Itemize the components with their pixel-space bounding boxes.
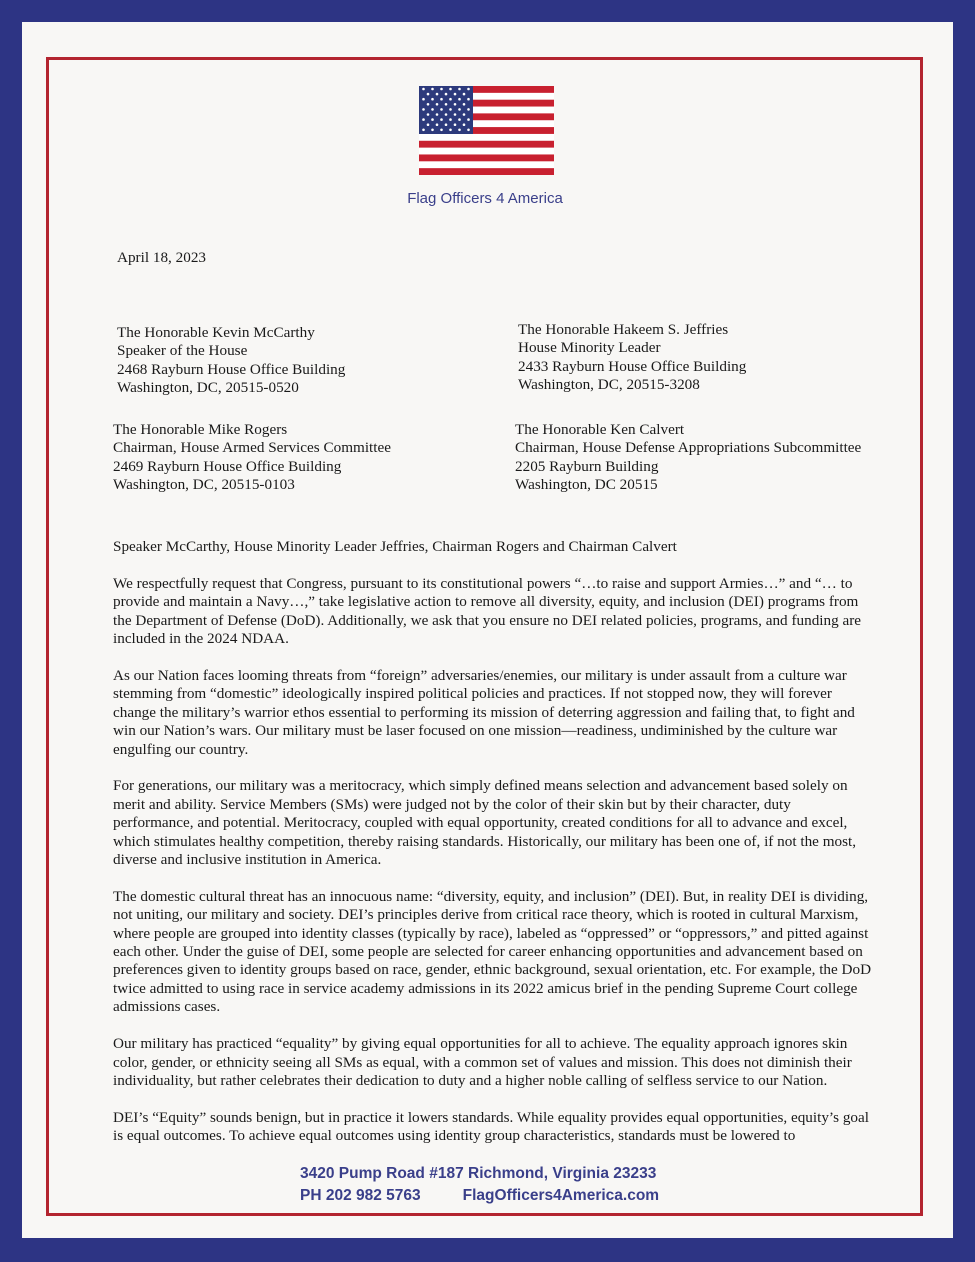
letter-date: April 18, 2023 (117, 249, 207, 266)
address-line: 2469 Rayburn House Office Building (113, 457, 342, 475)
organization-name: Flag Officers 4 America (407, 190, 563, 207)
body-paragraph: DEI’s “Equity” sounds benign, but in practice it lowers standards. While equality provides equal opportunities, equity’s goal is equal outcomes. To achieve equal outcomes using identity group characteristics, standards must be lowered to (113, 1108, 869, 1145)
recipient-address-calvert (515, 421, 861, 495)
letter-body (113, 575, 875, 1164)
address-line: Speaker of the House (117, 342, 248, 360)
body-paragraph: Our military has practiced “equality” by giving equal opportunities for all to achieve. The equality approach ignores skin color, gender, or ethnicity seeing all SMs as equal, with a common set of values and mission. This does not diminish their individuality, but rather celebrates their dedication to duty and a higher noble calling of selfless service to our Nation. (113, 1035, 852, 1089)
address-line: The Honorable Ken Calvert (515, 421, 685, 438)
footer-contact (300, 1187, 659, 1205)
recipient-address-rogers (113, 421, 391, 495)
address-line: Chairman, House Armed Services Committee (113, 439, 391, 457)
address-line: Washington, DC, 20515-0103 (113, 476, 295, 494)
address-line: Washington, DC, 20515-3208 (518, 376, 700, 394)
address-line: The Honorable Kevin McCarthy (117, 324, 315, 341)
address-line: 2433 Rayburn House Office Building (518, 357, 747, 375)
footer-address: 3420 Pump Road #187 Richmond, Virginia 23233 (300, 1165, 657, 1182)
footer-website: FlagOfficers4America.com (462, 1187, 660, 1204)
body-paragraph: We respectfully request that Congress, pursuant to its constitutional powers “…to raise and support Armies…” and “… to provide and maintain a Navy…,” take legislative action to remove all diversity, equity, and inclusion (DEI) programs from the Department of Defense (DoD). Additionally, we ask that you ensure no DEI related policies, programs, and funding are included in the 2024 NDAA. (113, 575, 862, 648)
address-line: The Honorable Mike Rogers (113, 421, 288, 438)
address-line: The Honorable Hakeem S. Jeffries (518, 321, 729, 338)
address-line: 2205 Rayburn Building (515, 457, 659, 475)
body-paragraph: As our Nation faces looming threats from “foreign” adversaries/enemies, our military is under assault from a culture war stemming from “domestic” ideologically inspired political policies and practices. If not stopped now, they will forever change the military’s warrior ethos essential to performing its mission of deterring aggression and failing that, to fight and win our Nation’s wars. Our military must be laser focused on one mission—readiness, undiminished by the culture war engulfing our country. (113, 667, 855, 758)
address-line: House Minority Leader (518, 339, 661, 357)
us-flag-icon (419, 86, 554, 175)
footer-phone: PH 202 982 5763 (300, 1187, 421, 1204)
salutation: Speaker McCarthy, House Minority Leader Jeffries, Chairman Rogers and Chairman Calvert (113, 538, 677, 555)
address-line: Washington, DC, 20515-0520 (117, 379, 299, 397)
body-paragraph: For generations, our military was a meritocracy, which simply defined means selection and advancement based solely on merit and ability. Service Members (SMs) were judged not by the color of their skin but by their character, duty performance, and potential. Meritocracy, coupled with equal opportunity, created conditions for all to advance and excel, which stimulates healthy competition, thereby raising standards. Historically, our military has been one of, if not the most, diverse and inclusive institution in America. (113, 777, 857, 869)
address-line: Washington, DC 20515 (515, 476, 658, 494)
address-line: Chairman, House Defense Appropriations Subcommittee (515, 439, 862, 457)
address-line: 2468 Rayburn House Office Building (117, 360, 346, 378)
body-paragraph: The domestic cultural threat has an innocuous name: “diversity, equity, and inclusion” (DEI). But, in reality DEI is dividing, not uniting, our military and society. DEI’s principles derive from critical race theory, which is rooted in cultural Marxism, where people are grouped into identity classes (typically by race), labeled as “oppressed” or “oppressors,” and pitted against each other. Under the guise of DEI, some people are selected for career enhancing opportunities and advancement based on preferences given to identity groups based on race, gender, ethnic background, sexual orientation, etc. For example, the DoD twice admitted to using race in service academy admissions in its 2022 amicus brief in the pending Supreme Court college admissions cases. (113, 887, 872, 1016)
recipient-address-jeffries (518, 321, 746, 395)
recipient-address-mccarthy (117, 324, 345, 398)
